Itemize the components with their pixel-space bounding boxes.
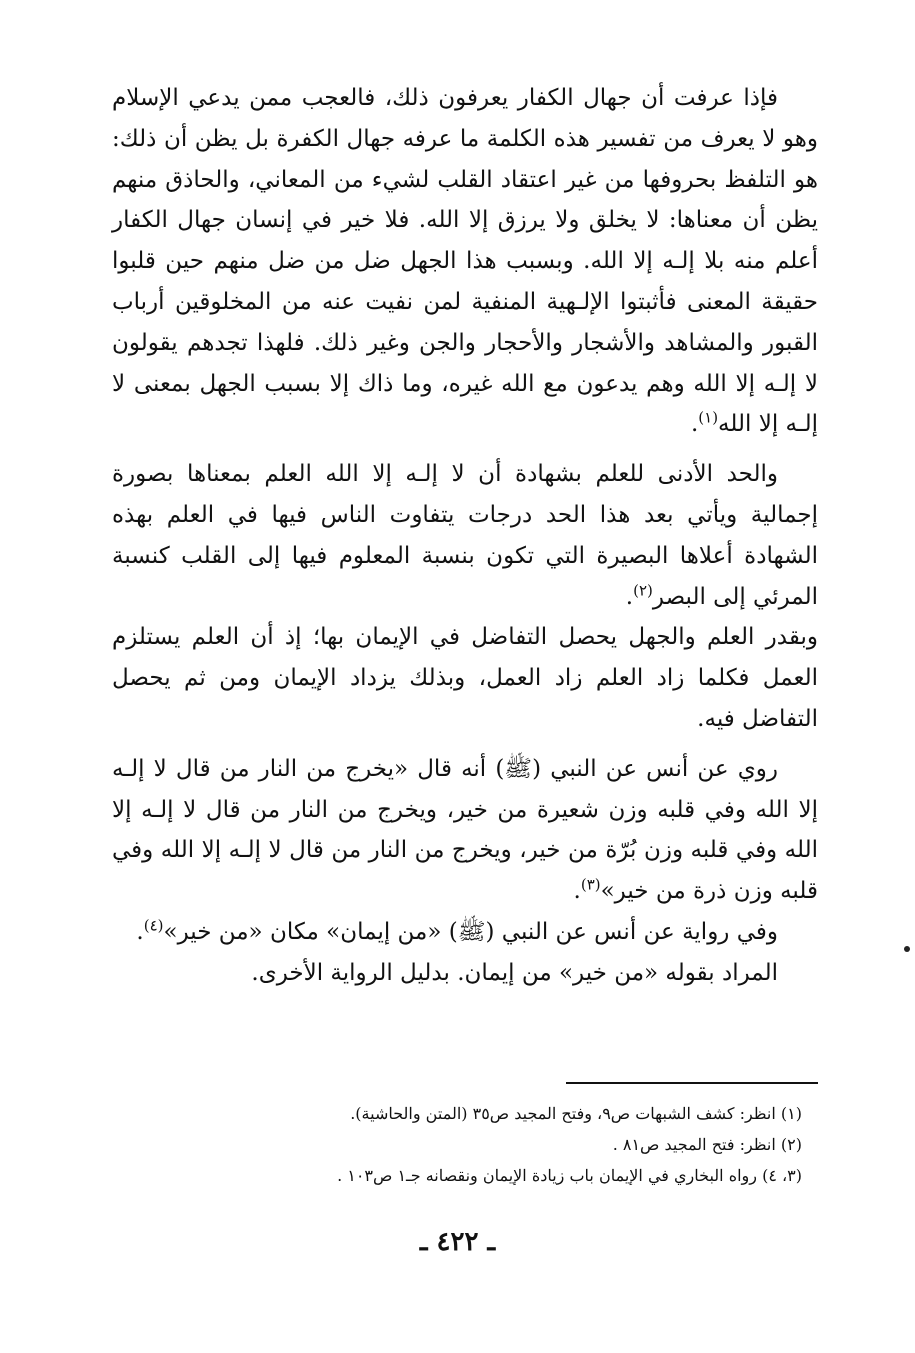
- footnote-3: (٣، ٤) رواه البخاري في الإيمان باب زيادة الإيمان ونقصانه جـ١ ص١٠٣ .: [337, 1166, 802, 1185]
- footnote-ref-3: (٣): [580, 875, 601, 894]
- paragraph-3-text: وبقدر العلم والجهل يحصل التفاضل في الإيمان بها؛ إذ أن العلم يستلزم العمل فكلما زاد العلم زاد العمل، وبذلك يزداد الإيمان ومن ثم يحصل التفاضل فيه.: [112, 624, 818, 732]
- footnotes: [112, 1098, 802, 1191]
- paragraph-1-text: فإذا عرفت أن جهال الكفار يعرفون ذلك، فالعجب ممن يدعي الإسلام وهو لا يعرف من تفسير هذه الكلمة ما عرفه جهال الكفرة بل يظن أن ذلك: هو التلفظ بحروفها من غير اعتقاد القلب لشيء من المعاني، والحاذق منهم يظن أن معناها: لا يخلق ولا يرزق إلا الله. فلا خير في إنسان جهال الكفار أعلم منه بلا إلـه إلا الله. وبسبب هذا الجهل ضل من ضل منهم حين قلبوا حقيقة المعنى فأثبتوا الإلـهية المنفية لمن نفيت عنه من المخلوقين أرباب القبور والمشاهد والأشجار والأحجار والجن وغير ذلك. فلهذا تجدهم يقولون لا إلـه إلا الله وهم يدعون مع الله غيره، وما ذاك إلا بسبب الجهل بمعنى لا إلـه إلا الله: [112, 85, 818, 438]
- footnote-ref-4: (٤): [143, 916, 164, 935]
- paragraph-3: [112, 617, 818, 739]
- paragraph-5-text: وفي رواية عن أنس عن النبي (ﷺ) «من إيمان» مكان «من خير»: [163, 918, 778, 945]
- footnote-ref-1: (١): [698, 408, 719, 427]
- paragraph-2: [112, 454, 818, 617]
- paragraph-4-text: روي عن أنس عن النبي (ﷺ) أنه قال «يخرج من النار من قال لا إلـه إلا الله وفي قلبه وزن شعيرة من خير، ويخرج من النار من قال لا إلـه إلا الله وفي قلبه وزن بُرّة من خير، ويخرج من النار من قال لا إلـه إلا الله وفي قلبه وزن ذرة من خير»: [112, 755, 818, 905]
- page-number: ـ ٤٢٢ ـ: [419, 1227, 496, 1257]
- paragraph-1: [112, 78, 818, 445]
- footnote-divider: [566, 1082, 818, 1084]
- footnote-2: (٢) انظر: فتح المجيد ص٨١ .: [612, 1135, 802, 1154]
- paragraph-4-end: .: [573, 878, 581, 905]
- paragraph-5: [112, 912, 818, 953]
- paragraph-4: [112, 749, 818, 912]
- paragraph-1-end: .: [690, 411, 699, 438]
- body-text: [112, 78, 818, 994]
- paragraph-6-text: المراد بقوله «من خير» من إيمان. بدليل الرواية الأخرى.: [251, 959, 778, 986]
- paragraph-5-end: .: [136, 918, 144, 945]
- paragraph-2-text: والحد الأدنى للعلم بشهادة أن لا إلـه إلا الله العلم بمعناها بصورة إجمالية ويأتي بعد هذا الحد درجات يتفاوت الناس فيها في العلم بهذه الشهادة أعلاها البصيرة التي تكون بنسبة المعلوم فيها إلى القلب كنسبة المرئي إلى البصر: [112, 461, 818, 610]
- paragraph-2-end: .: [625, 583, 634, 610]
- footnote-1: (١) انظر: كشف الشبهات ص٩، وفتح المجيد ص٣٥ (المتن والحاشية).: [350, 1104, 802, 1123]
- margin-mark: [904, 946, 910, 952]
- paragraph-6: [112, 953, 818, 994]
- footnote-ref-2: (٢): [633, 580, 653, 599]
